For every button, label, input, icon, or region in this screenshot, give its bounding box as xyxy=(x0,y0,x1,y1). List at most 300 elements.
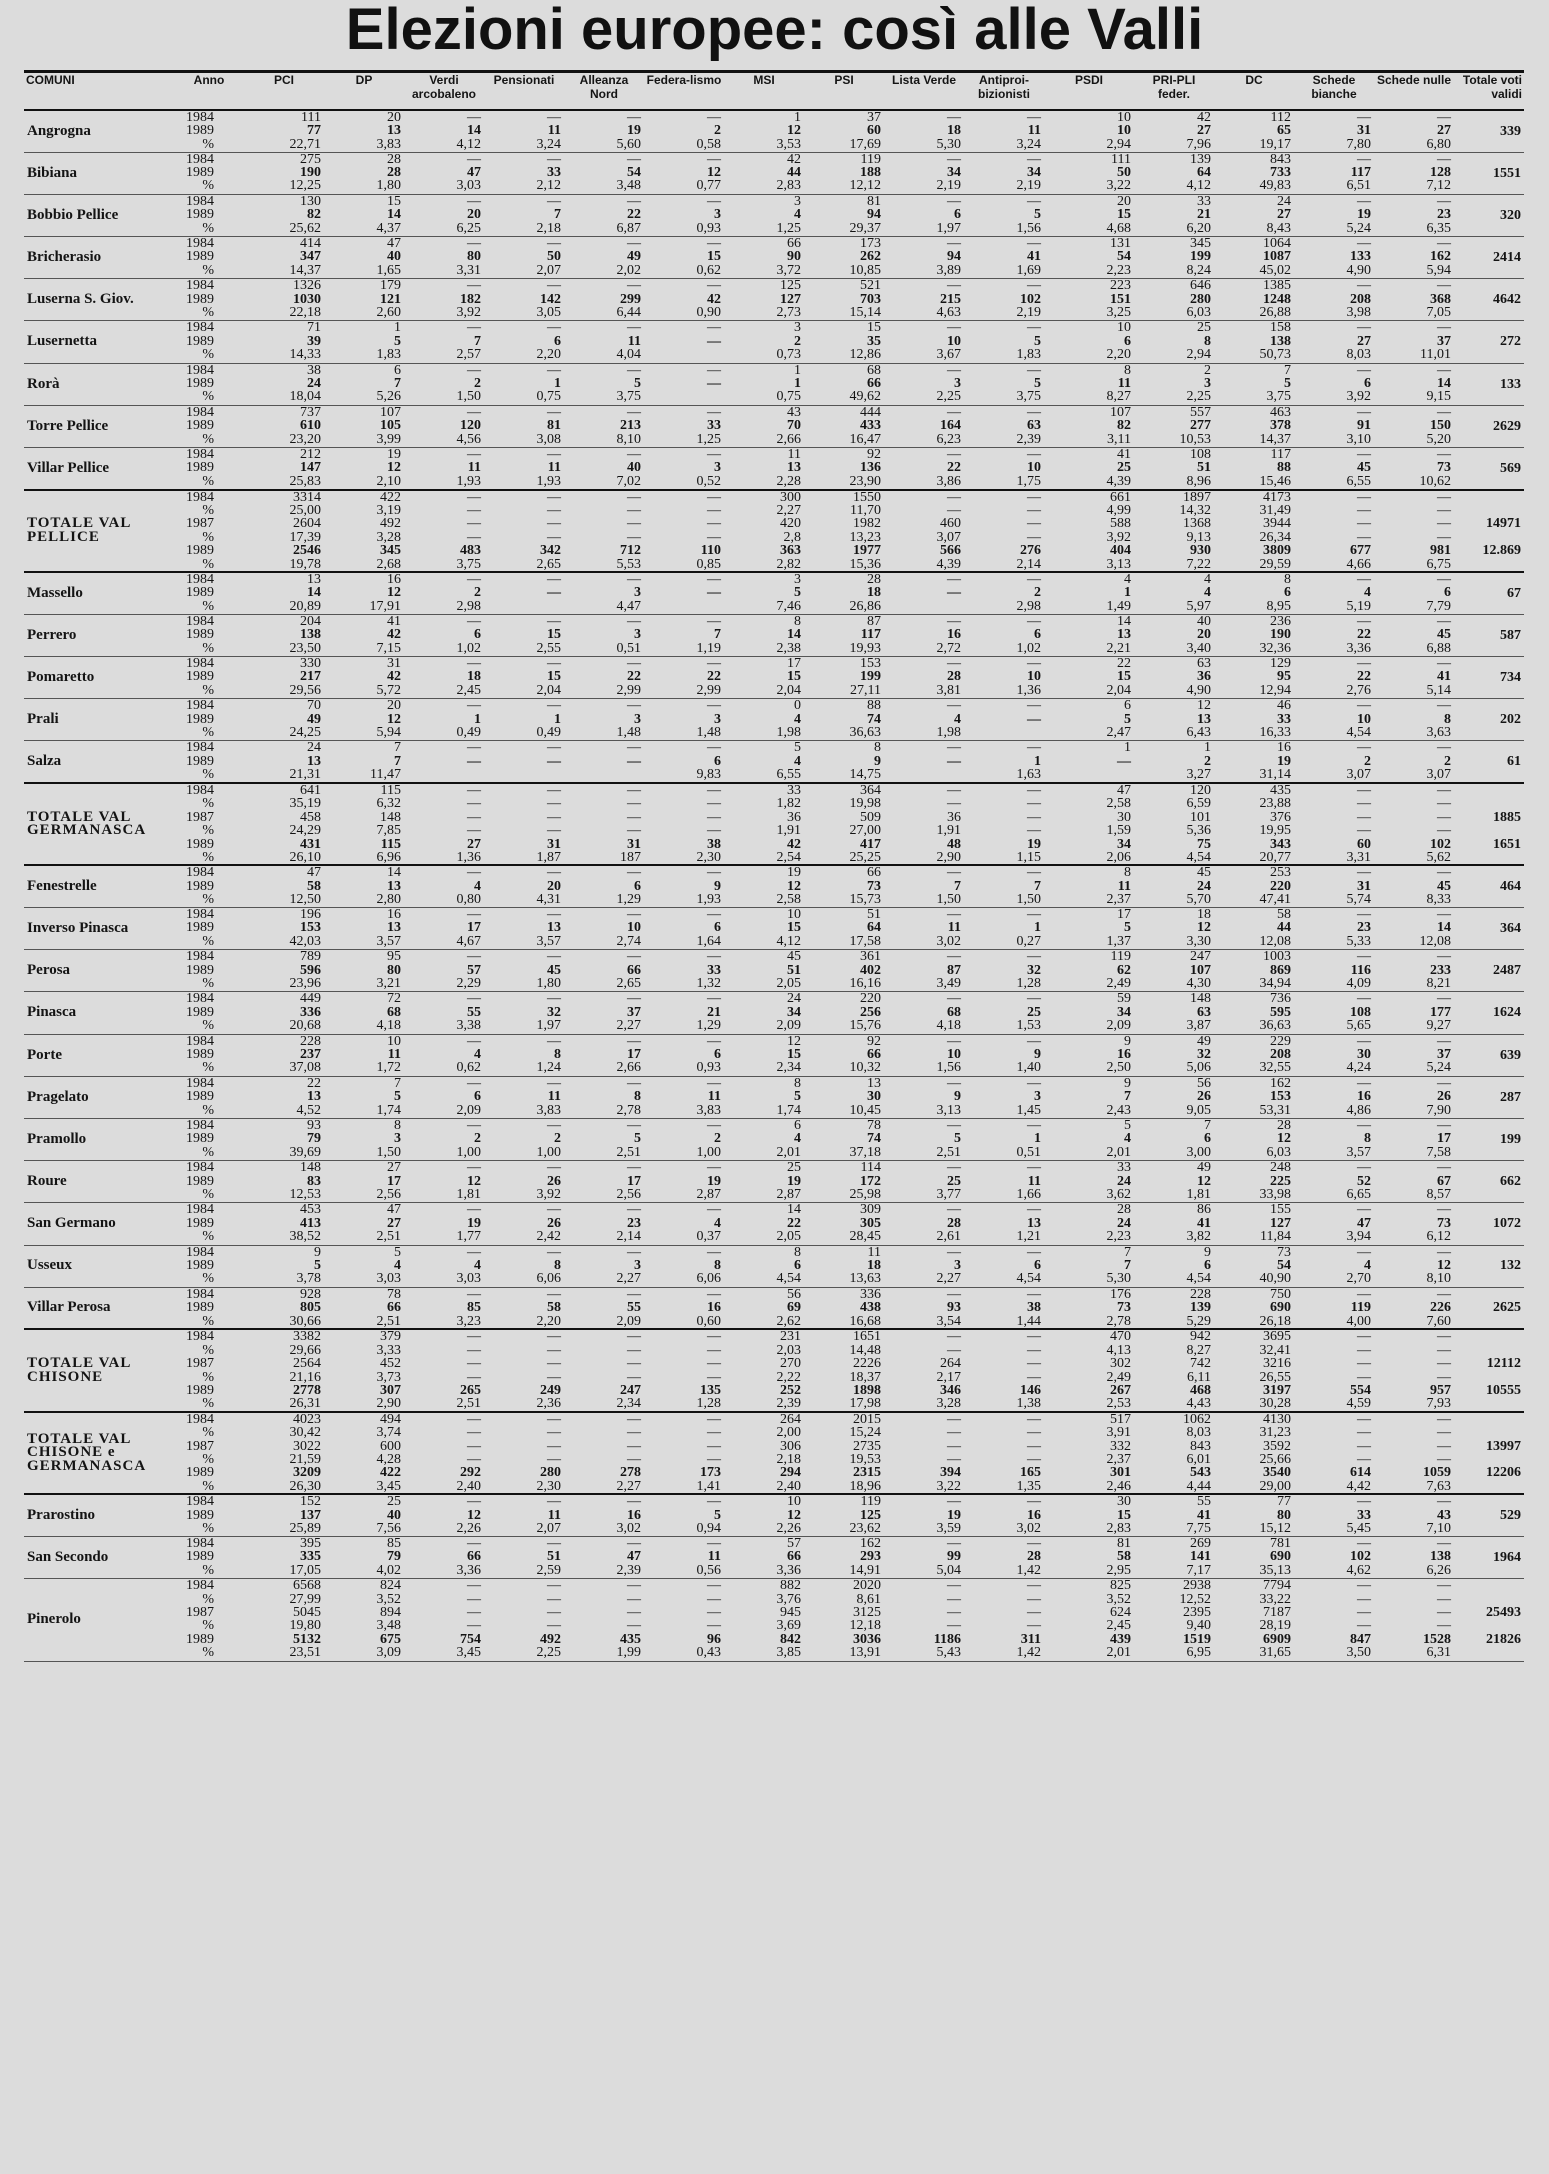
cell-value: — xyxy=(1027,614,1041,629)
total-valid-votes: 639 xyxy=(1454,1034,1524,1076)
cell-value: 13 xyxy=(387,920,401,936)
cell-value: 278 xyxy=(620,1465,641,1481)
cell-value: 1,93 xyxy=(536,473,561,489)
value-cell xyxy=(404,1203,484,1245)
cell-value: 54 xyxy=(1117,249,1131,265)
cell-value: 12 xyxy=(387,460,401,476)
cell-value: 2020 xyxy=(853,1578,881,1594)
cell-value: 1,44 xyxy=(1016,1313,1041,1329)
value-cell xyxy=(1374,152,1454,194)
cell-value: — xyxy=(467,1160,481,1176)
cell-value: 15 xyxy=(787,920,801,936)
cell-value: 35,13 xyxy=(1259,1562,1291,1578)
cell-value: 2,54 xyxy=(776,849,801,865)
cell-value: 6,03 xyxy=(1186,305,1211,321)
value-cell xyxy=(724,1245,804,1287)
cell-value: 3 xyxy=(714,460,721,476)
cell-value: 63 xyxy=(1027,418,1041,434)
cell-value: — xyxy=(707,152,721,167)
value-cell xyxy=(1044,950,1134,992)
cell-value: — xyxy=(707,572,721,588)
cell-value: — xyxy=(627,529,641,545)
cell-value: 2,61 xyxy=(936,1229,961,1245)
cell-value: 8 xyxy=(1444,711,1451,727)
value-cell xyxy=(1294,614,1374,656)
anno-value: % xyxy=(202,1645,214,1661)
cell-value: 2,26 xyxy=(456,1521,481,1537)
cell-value: 31 xyxy=(547,836,561,852)
cell-value: 16 xyxy=(1027,1507,1041,1523)
value-cell xyxy=(884,1494,964,1536)
comune-name: Fenestrelle xyxy=(24,865,174,907)
value-cell xyxy=(484,656,564,698)
cell-value: 11 xyxy=(867,1245,881,1260)
cell-value: — xyxy=(1027,110,1041,125)
cell-value: — xyxy=(1357,320,1371,336)
value-cell xyxy=(1134,1579,1214,1661)
value-cell xyxy=(1134,908,1214,950)
value-cell xyxy=(1294,490,1374,572)
cell-value: — xyxy=(1027,796,1041,812)
cell-value: — xyxy=(1357,865,1371,881)
cell-value: 444 xyxy=(860,405,881,420)
cell-value: — xyxy=(1357,991,1371,1007)
table-row xyxy=(24,1287,1524,1329)
anno-value: 1984 xyxy=(186,1287,214,1302)
cell-value: — xyxy=(627,949,641,965)
cell-value: 6 xyxy=(634,878,641,894)
value-cell xyxy=(244,490,324,572)
cell-value: — xyxy=(627,783,641,799)
cell-value: 305 xyxy=(860,1215,881,1231)
cell-value: 137 xyxy=(300,1507,321,1523)
cell-value: 26,30 xyxy=(289,1478,321,1494)
cell-value: 7,60 xyxy=(1426,1313,1451,1329)
anno-value: 1984 xyxy=(186,320,214,336)
cell-value: 2,50 xyxy=(1106,1060,1131,1076)
cell-value: — xyxy=(707,1591,721,1607)
value-cell xyxy=(324,1536,404,1578)
cell-value: 12,25 xyxy=(289,178,321,194)
cell-value: 68 xyxy=(387,1004,401,1020)
value-cell xyxy=(324,950,404,992)
cell-value: 336 xyxy=(860,1287,881,1302)
cell-value: 7,46 xyxy=(776,598,801,614)
value-cell xyxy=(324,194,404,236)
value-cell xyxy=(804,656,884,698)
anno-value: 1989 xyxy=(186,460,214,476)
cell-value: — xyxy=(547,698,561,714)
cell-value: 8,33 xyxy=(1426,892,1451,908)
cell-value: 22 xyxy=(1357,627,1371,643)
comune-name: Usseux xyxy=(24,1245,174,1287)
cell-value: — xyxy=(467,1494,481,1510)
cell-value: 4,44 xyxy=(1186,1478,1211,1494)
cell-value: — xyxy=(627,698,641,714)
cell-value: 253 xyxy=(1270,865,1291,881)
cell-value: 15 xyxy=(547,669,561,685)
cell-value: — xyxy=(1027,489,1041,505)
cell-value: 1898 xyxy=(853,1383,881,1399)
cell-value: 0,75 xyxy=(536,389,561,405)
value-cell xyxy=(724,741,804,783)
cell-value: 14 xyxy=(387,865,401,881)
comune-name: Bricherasio xyxy=(24,237,174,279)
value-cell xyxy=(1374,572,1454,614)
cell-value: 3,57 xyxy=(1346,1144,1371,1160)
value-cell xyxy=(484,1287,564,1329)
value-cell xyxy=(964,1119,1044,1161)
cell-value: — xyxy=(1437,1425,1451,1441)
value-cell xyxy=(804,1287,884,1329)
cell-value: 6,12 xyxy=(1426,1229,1451,1245)
cell-value: 1 xyxy=(1034,1131,1041,1147)
cell-value: — xyxy=(1437,447,1451,462)
cell-value: 164 xyxy=(940,418,961,434)
cell-value: 37 xyxy=(1437,333,1451,349)
cell-value: 7,93 xyxy=(1426,1396,1451,1412)
cell-value: 12 xyxy=(387,585,401,601)
cell-value: 5,43 xyxy=(936,1645,961,1661)
cell-value: 280 xyxy=(1190,291,1211,307)
cell-value: 7 xyxy=(714,627,721,643)
cell-value: — xyxy=(1357,1329,1371,1345)
cell-value: 6 xyxy=(394,363,401,378)
cell-value: 4,39 xyxy=(936,556,961,572)
cell-value: 6,23 xyxy=(936,431,961,447)
cell-value: 3209 xyxy=(293,1465,321,1481)
cell-value: 2,17 xyxy=(936,1369,961,1385)
cell-value: 3,59 xyxy=(936,1521,961,1537)
cell-value: 6,59 xyxy=(1186,796,1211,812)
anno-value: 1989 xyxy=(186,878,214,894)
cell-value: 23,90 xyxy=(849,473,881,489)
cell-value: 2,39 xyxy=(616,1562,641,1578)
cell-value: 3,45 xyxy=(376,1478,401,1494)
cell-value: 99 xyxy=(947,1549,961,1565)
cell-value: 30 xyxy=(867,1089,881,1105)
cell-value: — xyxy=(1357,1076,1371,1091)
cell-value: 13,63 xyxy=(849,1271,881,1287)
value-cell xyxy=(724,656,804,698)
value-cell xyxy=(1044,1494,1134,1536)
cell-value: 2,73 xyxy=(776,305,801,321)
column-header: Anno xyxy=(174,72,244,111)
value-cell xyxy=(804,152,884,194)
total-value: 13997 xyxy=(1486,1438,1521,1454)
cell-value: 6,51 xyxy=(1346,178,1371,194)
cell-value: — xyxy=(1027,740,1041,756)
cell-value: — xyxy=(947,1287,961,1302)
cell-value: 16 xyxy=(707,1300,721,1316)
cell-value: 8,10 xyxy=(616,431,641,447)
cell-value: 80 xyxy=(467,249,481,265)
cell-value: 108 xyxy=(1350,1004,1371,1020)
cell-value: 74 xyxy=(867,1131,881,1147)
anno-cell xyxy=(174,110,244,152)
value-cell xyxy=(644,321,724,363)
anno-value: % xyxy=(202,1521,214,1537)
cell-value: 8 xyxy=(554,1047,561,1063)
cell-value: 9 xyxy=(1124,1034,1131,1049)
anno-cell xyxy=(174,194,244,236)
total-value: 10555 xyxy=(1486,1383,1521,1399)
cell-value: — xyxy=(707,1411,721,1427)
cell-value: 330 xyxy=(300,656,321,671)
cell-value: 1,50 xyxy=(456,389,481,405)
cell-value: 13 xyxy=(867,1076,881,1091)
cell-value: 2,20 xyxy=(536,1313,561,1329)
cell-value: 2,19 xyxy=(936,178,961,194)
cell-value: 45 xyxy=(787,949,801,965)
cell-value: 44 xyxy=(787,165,801,181)
value-cell xyxy=(964,783,1044,865)
cell-value: — xyxy=(1437,1202,1451,1218)
cell-value: — xyxy=(1027,1536,1041,1551)
cell-value: 843 xyxy=(1270,152,1291,167)
cell-value: — xyxy=(947,194,961,209)
cell-value: — xyxy=(547,1245,561,1260)
comune-name: Pinasca xyxy=(24,992,174,1034)
cell-value: — xyxy=(547,740,561,756)
value-cell xyxy=(1214,699,1294,741)
cell-value: 9 xyxy=(1204,1245,1211,1260)
cell-value: 2,28 xyxy=(776,473,801,489)
cell-value: — xyxy=(947,489,961,505)
cell-value: — xyxy=(467,152,481,167)
cell-value: 3,73 xyxy=(376,1369,401,1385)
anno-cell xyxy=(174,490,244,572)
cell-value: 5,53 xyxy=(616,556,641,572)
anno-value: 1984 xyxy=(186,1118,214,1134)
value-cell xyxy=(1294,1203,1374,1245)
value-cell xyxy=(644,490,724,572)
value-cell xyxy=(484,448,564,490)
value-cell xyxy=(964,279,1044,321)
cell-value: 25,89 xyxy=(289,1521,321,1537)
cell-value: 162 xyxy=(860,1536,881,1551)
value-cell xyxy=(324,1287,404,1329)
cell-value: 16 xyxy=(627,1507,641,1523)
cell-value: — xyxy=(1027,1076,1041,1091)
value-cell xyxy=(884,110,964,152)
cell-value: — xyxy=(1357,529,1371,545)
value-cell xyxy=(484,1034,564,1076)
cell-value: — xyxy=(707,585,721,601)
cell-value: 4 xyxy=(794,711,801,727)
cell-value: 28,19 xyxy=(1259,1618,1291,1634)
value-cell xyxy=(724,237,804,279)
value-cell xyxy=(964,950,1044,992)
cell-value: 1,69 xyxy=(1016,262,1041,278)
cell-value: — xyxy=(1357,1578,1371,1594)
anno-cell xyxy=(174,783,244,865)
cell-value: 1 xyxy=(794,363,801,378)
cell-value: 1062 xyxy=(1183,1411,1211,1427)
cell-value: 17,39 xyxy=(289,529,321,545)
cell-value: 0,73 xyxy=(776,347,801,363)
cell-value: 37 xyxy=(1437,1047,1451,1063)
total-value: 14971 xyxy=(1486,516,1521,532)
cell-value: 1,41 xyxy=(696,1478,721,1494)
cell-value: 44 xyxy=(1277,920,1291,936)
anno-value: 1989 xyxy=(186,543,214,559)
cell-value: — xyxy=(1437,698,1451,714)
cell-value: 869 xyxy=(1270,962,1291,978)
cell-value: — xyxy=(547,585,561,601)
value-cell xyxy=(1044,1161,1134,1203)
cell-value: 162 xyxy=(1270,1076,1291,1091)
cell-value: 276 xyxy=(1020,543,1041,559)
value-cell xyxy=(1044,152,1134,194)
cell-value: — xyxy=(1027,447,1041,462)
cell-value: 8 xyxy=(714,1257,721,1273)
cell-value: 1,49 xyxy=(1106,598,1131,614)
cell-value: 8 xyxy=(794,1245,801,1260)
cell-value: 3 xyxy=(634,585,641,601)
cell-value: 32,41 xyxy=(1259,1342,1291,1358)
cell-value: 14,48 xyxy=(849,1342,881,1358)
cell-value: 204 xyxy=(300,614,321,629)
cell-value: 14 xyxy=(787,627,801,643)
cell-value: 28 xyxy=(1277,1118,1291,1134)
cell-value: — xyxy=(707,447,721,462)
cell-value: — xyxy=(1437,823,1451,839)
cell-value: 928 xyxy=(300,1287,321,1302)
cell-value: 256 xyxy=(860,1004,881,1020)
cell-value: — xyxy=(707,740,721,756)
cell-value: 2,51 xyxy=(376,1313,401,1329)
cell-value: 45 xyxy=(1437,627,1451,643)
cell-value: — xyxy=(947,991,961,1007)
cell-value: 4,12 xyxy=(1186,178,1211,194)
value-cell xyxy=(244,908,324,950)
value-cell xyxy=(324,741,404,783)
cell-value: — xyxy=(547,447,561,462)
cell-value: 265 xyxy=(460,1383,481,1399)
cell-value: 105 xyxy=(380,418,401,434)
cell-value: 5,04 xyxy=(936,1562,961,1578)
table-row xyxy=(24,110,1524,152)
value-cell xyxy=(564,152,644,194)
table-row xyxy=(24,1076,1524,1118)
cell-value: 3,92 xyxy=(456,305,481,321)
cell-value: 742 xyxy=(1190,1356,1211,1372)
total-valid-votes xyxy=(1454,490,1524,572)
cell-value: 49,83 xyxy=(1259,178,1291,194)
cell-value: 21,59 xyxy=(289,1452,321,1468)
cell-value: 3216 xyxy=(1263,1356,1291,1372)
value-cell xyxy=(1044,741,1134,783)
cell-value: 483 xyxy=(460,543,481,559)
value-cell xyxy=(324,237,404,279)
cell-value: 7,90 xyxy=(1426,1102,1451,1118)
cell-value: 1,80 xyxy=(536,976,561,992)
cell-value: — xyxy=(947,1438,961,1454)
cell-value: — xyxy=(1357,572,1371,588)
cell-value: 600 xyxy=(380,1438,401,1454)
cell-value: 15,24 xyxy=(849,1425,881,1441)
value-cell xyxy=(724,908,804,950)
cell-value: 45 xyxy=(1437,878,1451,894)
cell-value: 228 xyxy=(1190,1287,1211,1302)
cell-value: 595 xyxy=(1270,1004,1291,1020)
value-cell xyxy=(564,405,644,447)
cell-value: — xyxy=(467,1438,481,1454)
cell-value: 25,25 xyxy=(849,849,881,865)
value-cell xyxy=(1134,699,1214,741)
cell-value: 1,42 xyxy=(1016,1645,1041,1661)
column-header: Schede nulle xyxy=(1374,72,1454,111)
cell-value: 557 xyxy=(1190,405,1211,420)
value-cell xyxy=(564,1329,644,1411)
cell-value: — xyxy=(467,809,481,825)
cell-value: 1,48 xyxy=(616,724,641,740)
cell-value: 19 xyxy=(787,865,801,881)
value-cell xyxy=(324,1579,404,1661)
value-cell xyxy=(884,194,964,236)
value-cell xyxy=(324,279,404,321)
cell-value: 3,19 xyxy=(376,503,401,519)
cell-value: — xyxy=(947,656,961,671)
value-cell xyxy=(404,490,484,572)
cell-value: 11 xyxy=(547,123,561,139)
cell-value: 91 xyxy=(1357,418,1371,434)
value-cell xyxy=(1134,152,1214,194)
value-cell xyxy=(724,448,804,490)
cell-value: 20,89 xyxy=(289,598,321,614)
cell-value: 55 xyxy=(627,1300,641,1316)
cell-value: 2 xyxy=(474,585,481,601)
cell-value: 17,58 xyxy=(849,933,881,949)
value-cell xyxy=(324,448,404,490)
value-cell xyxy=(804,363,884,405)
cell-value: — xyxy=(627,740,641,756)
value-cell xyxy=(404,1287,484,1329)
cell-value: 48 xyxy=(947,836,961,852)
cell-value: — xyxy=(1027,572,1041,588)
cell-value: — xyxy=(467,1618,481,1634)
cell-value: — xyxy=(707,783,721,799)
cell-value: 7,96 xyxy=(1186,136,1211,152)
value-cell xyxy=(804,783,884,865)
cell-value: 5,26 xyxy=(376,389,401,405)
value-cell xyxy=(1374,1329,1454,1411)
cell-value: 3,69 xyxy=(776,1618,801,1634)
cell-value: 2,25 xyxy=(536,1645,561,1661)
value-cell xyxy=(1134,1119,1214,1161)
anno-value: 1984 xyxy=(186,991,214,1007)
cell-value: 45 xyxy=(1357,460,1371,476)
cell-value: 588 xyxy=(1110,516,1131,532)
cell-value: 736 xyxy=(1270,991,1291,1007)
cell-value: 12,18 xyxy=(849,1618,881,1634)
cell-value: 6,26 xyxy=(1426,1562,1451,1578)
cell-value: 2,68 xyxy=(376,556,401,572)
cell-value: 75 xyxy=(1197,836,1211,852)
cell-value: 2226 xyxy=(853,1356,881,1372)
cell-value: 33,22 xyxy=(1259,1591,1291,1607)
cell-value: 4,54 xyxy=(1346,724,1371,740)
cell-value: — xyxy=(627,1034,641,1049)
cell-value: 2,09 xyxy=(616,1313,641,1329)
anno-value: 1989 xyxy=(186,1549,214,1565)
value-cell xyxy=(1374,363,1454,405)
cell-value: 87 xyxy=(867,614,881,629)
cell-value: — xyxy=(1117,753,1131,769)
cell-value: 3,50 xyxy=(1346,1645,1371,1661)
value-cell xyxy=(1214,405,1294,447)
